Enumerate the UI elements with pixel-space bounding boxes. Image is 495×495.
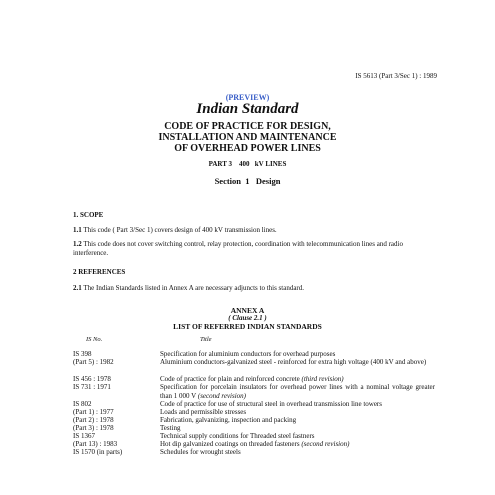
annex-clause: ( Clause 2.1 ) — [228, 314, 267, 322]
row-title-text: Aluminium conductors-galvanized steel - reinforced for extra high voltage (400 kV and above) — [160, 358, 427, 366]
scope-paragraph-1 — [73, 226, 433, 235]
document-title-line: OF OVERHEAD POWER LINES — [174, 143, 321, 154]
row-title-text: Loads and permissible stresses — [160, 408, 247, 416]
row-title-text: Specification for aluminium conductors for overhead purposes — [160, 350, 336, 358]
standard-number: IS 5613 (Part 3/Sec 1) : 1989 — [355, 72, 437, 80]
revision-note: (second revision) — [301, 440, 350, 448]
table-row-is-no: (Part 5) : 1982 — [73, 358, 114, 366]
revision-note: (third revision) — [301, 375, 344, 383]
table-row-is-no: IS 1570 (in parts) — [73, 448, 123, 456]
row-title-text: Testing — [160, 424, 181, 432]
section-label: Section 1 Design — [214, 176, 281, 186]
references-heading: 2 REFERENCES — [73, 268, 126, 276]
table-row-title — [160, 448, 435, 457]
table-row-is-no: IS 802 — [73, 400, 92, 408]
part-label: PART 3 400 kV LINES — [208, 160, 287, 168]
document-title-line: INSTALLATION AND MAINTENANCE — [158, 132, 337, 143]
document-title — [0, 121, 495, 154]
row-title-text: Technical supply conditions for Threaded steel fastners — [160, 432, 315, 440]
references-paragraph-1 — [73, 284, 433, 293]
table-row-is-no: IS 1367 — [73, 432, 95, 440]
row-title-text: Code of practice for use of structural steel in overhead transmission line towers — [160, 400, 382, 408]
row-title-text: Specification for porcelain insulators for overhead power lines with a nominal voltage greater than 1 000 V — [160, 383, 435, 400]
scope-heading: 1. SCOPE — [73, 211, 104, 219]
column-header-title: Title — [200, 336, 212, 343]
clause-number: 2.1 — [73, 284, 82, 292]
clause-number: 1.1 — [73, 226, 82, 234]
document-title-line: CODE OF PRACTICE FOR DESIGN, — [164, 121, 331, 132]
list-title: LIST OF REFERRED INDIAN STANDARDS — [173, 322, 322, 331]
table-row-is-no: IS 456 : 1978 — [73, 375, 111, 383]
table-row-is-no: IS 731 : 1971 — [73, 383, 111, 391]
row-title-text: Fabrication, galvanizing, inspection and packing — [160, 416, 297, 424]
table-row-title — [160, 383, 435, 400]
scope-paragraph-2 — [73, 240, 433, 258]
annex-title: ANNEX A — [230, 306, 265, 315]
preview-label: (PREVIEW) — [225, 93, 270, 102]
standard-heading: Indian Standard — [196, 101, 299, 117]
paragraph-text: This code does not cover switching control, relay protection, coordination with telecommunication lines and radio interference. — [73, 240, 403, 257]
table-row-is-no: (Part 1) : 1977 — [73, 408, 114, 416]
table-row-is-no: (Part 2) : 1978 — [73, 416, 114, 424]
row-title-text: Hot dip galvanized coatings on threaded fasteners — [160, 440, 300, 448]
paragraph-text: The Indian Standards listed in Annex A are necessary adjuncts to this standard. — [81, 284, 305, 292]
table-row-is-no: (Part 3) : 1978 — [73, 424, 114, 432]
row-title-text: Schedules for wrought steels — [160, 448, 241, 456]
table-row-title — [160, 358, 435, 367]
row-title-text: Code of practice for plain and reinforced concrete — [160, 375, 300, 383]
table-row-is-no: IS 398 — [73, 350, 92, 358]
table-row-is-no: (Part 13) : 1983 — [73, 440, 118, 448]
column-header-is-no: IS No. — [86, 336, 103, 343]
revision-note: (second revision) — [197, 391, 247, 400]
clause-number: 1.2 — [73, 240, 82, 248]
paragraph-text: This code ( Part 3/Sec 1) covers design of 400 kV transmission lines. — [81, 226, 277, 234]
